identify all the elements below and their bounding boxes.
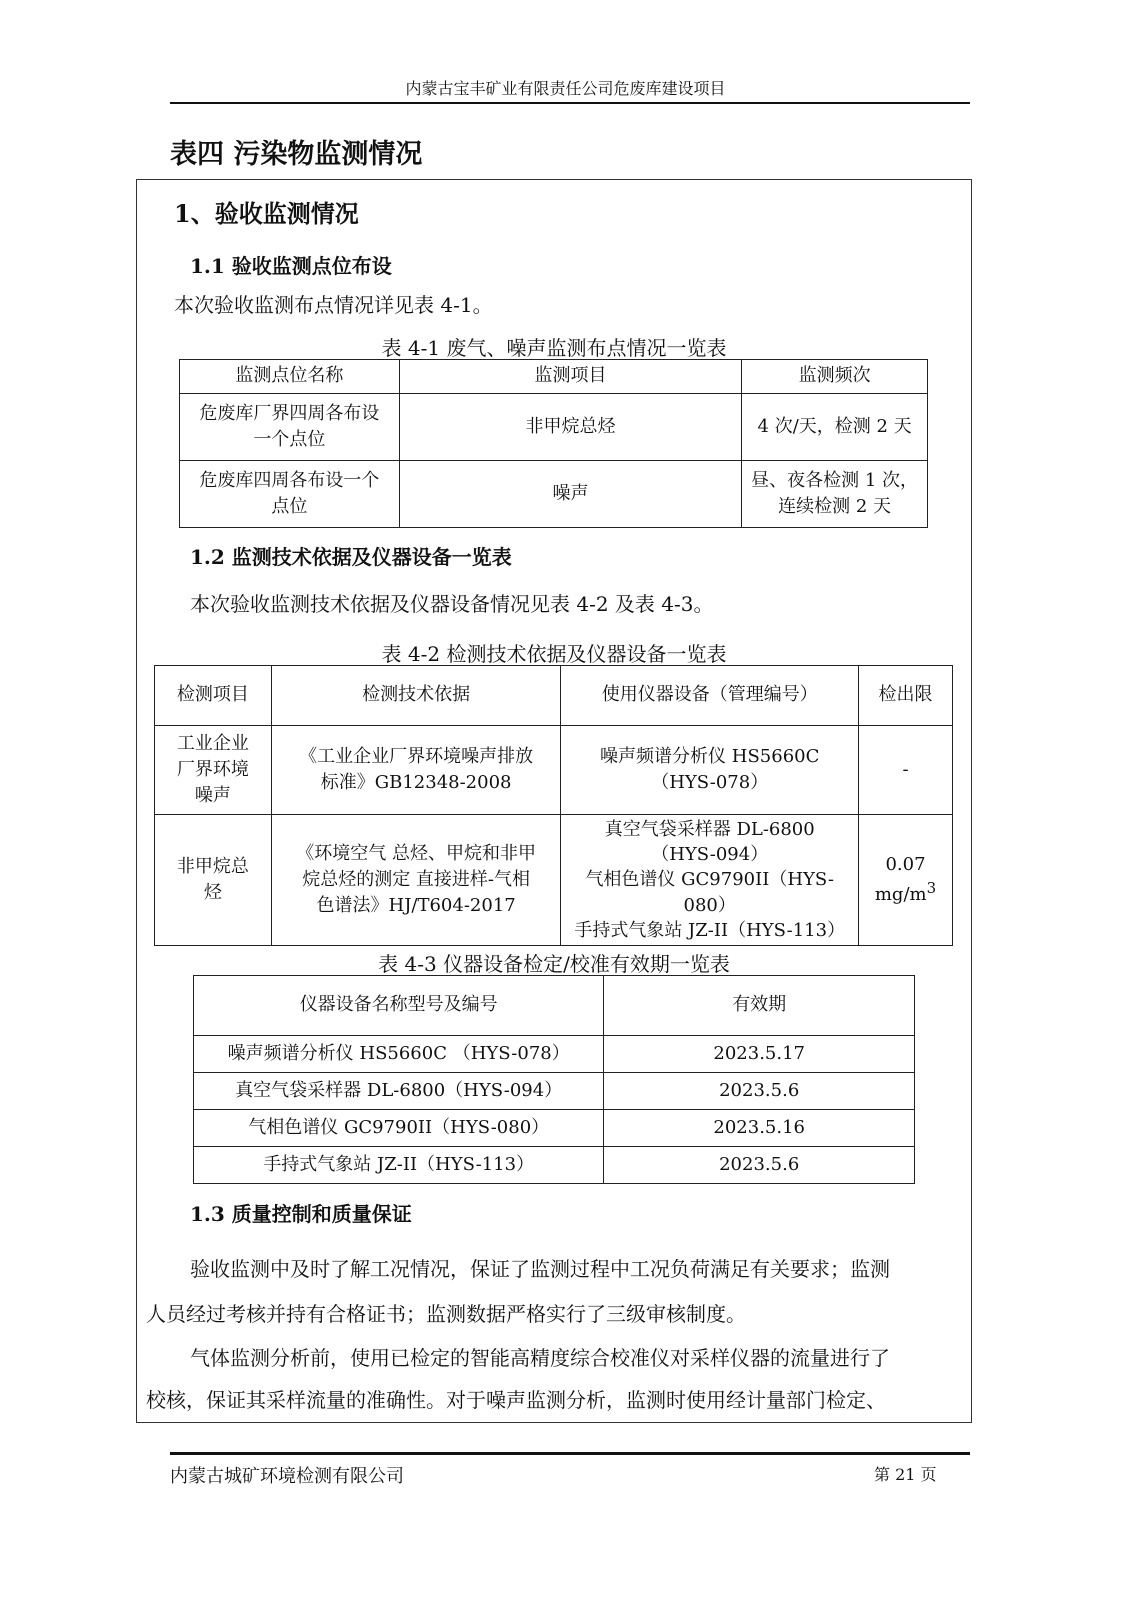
table-cell: 2023.5.16 <box>604 1110 915 1147</box>
table-cell <box>155 815 272 946</box>
table-cell: 噪声 <box>399 461 742 528</box>
footer-divider <box>170 1452 970 1455</box>
header-divider <box>170 102 970 104</box>
table-4-3 <box>193 975 915 1184</box>
cell-line: 点位 <box>271 496 308 517</box>
table-row <box>194 1036 915 1073</box>
table-4-1-caption: 表 4-1 废气、噪声监测布点情况一览表 <box>381 336 727 360</box>
unit-superscript: 3 <box>926 878 937 897</box>
table-cell <box>180 394 400 461</box>
table-row <box>155 726 953 815</box>
table-header-cell: 有效期 <box>604 976 915 1036</box>
table-row <box>180 461 928 528</box>
paragraph-line: 气体监测分析前，使用已检定的智能高精度综合校准仪对采样仪器的流量进行了 <box>190 1346 890 1370</box>
table-cell: 2023.5.17 <box>604 1036 915 1073</box>
cell-line: 《工业企业厂界环境噪声排放 <box>299 745 534 767</box>
cell-line: 危废库厂界四周各布设 <box>199 402 380 424</box>
cell-line: 工业企业 <box>176 732 249 754</box>
cell-line: 一个点位 <box>253 429 326 450</box>
cell-line: 烃 <box>203 881 222 903</box>
table-row <box>180 394 928 461</box>
table-4-3-caption: 表 4-3 仪器设备检定/校准有效期一览表 <box>378 952 730 976</box>
table-cell: 4 次/天，检测 2 天 <box>742 394 928 461</box>
paragraph-line: 人员经过考核并持有合格证书；监测数据严格实行了三级审核制度。 <box>146 1302 746 1326</box>
table-header-cell: 监测频次 <box>742 360 928 394</box>
subsection-1-2-text: 本次验收监测技术依据及仪器设备情况见表 4-2 及表 4-3。 <box>190 592 714 616</box>
cell-line: 非甲烷总 <box>176 855 249 877</box>
cell-line: 《环境空气 总烃、甲烷和非甲 <box>296 842 536 864</box>
table-header-row <box>155 666 953 726</box>
table-4-1 <box>179 359 928 528</box>
table-cell <box>155 726 272 815</box>
table-cell: 非甲烷总烃 <box>399 394 742 461</box>
table-cell: 噪声频谱分析仪 HS5660C （HYS-078） <box>194 1036 604 1073</box>
table-cell <box>271 815 561 946</box>
subsection-1-2-title: 1.2 监测技术依据及仪器设备一览表 <box>190 545 512 569</box>
detection-limit-value: 0.07 <box>885 853 926 875</box>
table-header-row <box>180 360 928 394</box>
cell-line: 厂界环境 <box>176 758 249 780</box>
detection-limit-unit: mg/m <box>874 883 927 905</box>
table-header-cell: 仪器设备名称型号及编号 <box>194 976 604 1036</box>
table-4-2-caption: 表 4-2 检测技术依据及仪器设备一览表 <box>381 642 727 666</box>
table-header-cell: 检测项目 <box>155 666 272 726</box>
cell-line: 色谱法》HJ/T604-2017 <box>316 895 516 917</box>
cell-line: （HYS-094） <box>651 844 769 866</box>
document-header: 内蒙古宝丰矿业有限责任公司危废库建设项目 <box>405 79 726 98</box>
table-header-cell: 检测技术依据 <box>271 666 561 726</box>
table-row <box>194 1073 915 1110</box>
table-header-cell: 使用仪器设备（管理编号） <box>561 666 859 726</box>
footer-company: 内蒙古城矿环境检测有限公司 <box>170 1466 404 1487</box>
table-cell <box>561 815 859 946</box>
paragraph-line: 验收监测中及时了解工况情况，保证了监测过程中工况负荷满足有关要求；监测 <box>190 1257 890 1281</box>
cell-line: 气相色谱仪 GC9790II（HYS-080） <box>585 869 834 916</box>
table-4-2 <box>154 665 953 946</box>
cell-line: 噪声频谱分析仪 HS5660C <box>600 745 820 767</box>
table-cell: 2023.5.6 <box>604 1073 915 1110</box>
cell-line: 真空气袋采样器 DL-6800 <box>604 819 815 840</box>
cell-line: 标准》GB12348-2008 <box>320 772 512 793</box>
table-row <box>155 815 953 946</box>
table-header-row <box>194 976 915 1036</box>
table-cell: 手持式气象站 JZ-II（HYS-113） <box>194 1147 604 1184</box>
cell-line: （HYS-078） <box>651 772 769 793</box>
table-header-cell: 监测点位名称 <box>180 360 400 394</box>
cell-line: 烷总烃的测定 直接进样-气相 <box>302 868 531 890</box>
cell-line: 昼、夜各检测 1 次， <box>751 469 919 491</box>
table-cell <box>271 726 561 815</box>
table-cell: 气相色谱仪 GC9790II（HYS-080） <box>194 1110 604 1147</box>
table-header-cell: 检出限 <box>859 666 953 726</box>
page-title: 表四 污染物监测情况 <box>170 139 423 170</box>
table-header-cell: 监测项目 <box>399 360 742 394</box>
table-cell: - <box>859 726 953 815</box>
subsection-1-1-text: 本次验收监测布点情况详见表 4-1。 <box>174 293 493 317</box>
subsection-1-3-title: 1.3 质量控制和质量保证 <box>190 1202 412 1226</box>
table-cell <box>742 461 928 528</box>
table-row <box>194 1110 915 1147</box>
cell-line: 危废库四周各布设一个 <box>199 469 380 491</box>
table-cell: 真空气袋采样器 DL-6800（HYS-094） <box>194 1073 604 1110</box>
section-1-title: 1、验收监测情况 <box>174 199 359 228</box>
table-cell <box>180 461 400 528</box>
cell-line: 连续检测 2 天 <box>778 496 892 517</box>
cell-line: 噪声 <box>194 785 231 807</box>
paragraph-line: 校核，保证其采样流量的准确性。对于噪声监测分析，监测时使用经计量部门检定、 <box>146 1388 886 1412</box>
table-cell <box>859 815 953 946</box>
table-cell: 2023.5.6 <box>604 1147 915 1184</box>
table-cell <box>561 726 859 815</box>
cell-line: 手持式气象站 JZ-II（HYS-113） <box>574 919 846 941</box>
table-row <box>194 1147 915 1184</box>
subsection-1-1-title: 1.1 验收监测点位布设 <box>190 254 392 278</box>
page-number: 第 21 页 <box>874 1465 937 1484</box>
